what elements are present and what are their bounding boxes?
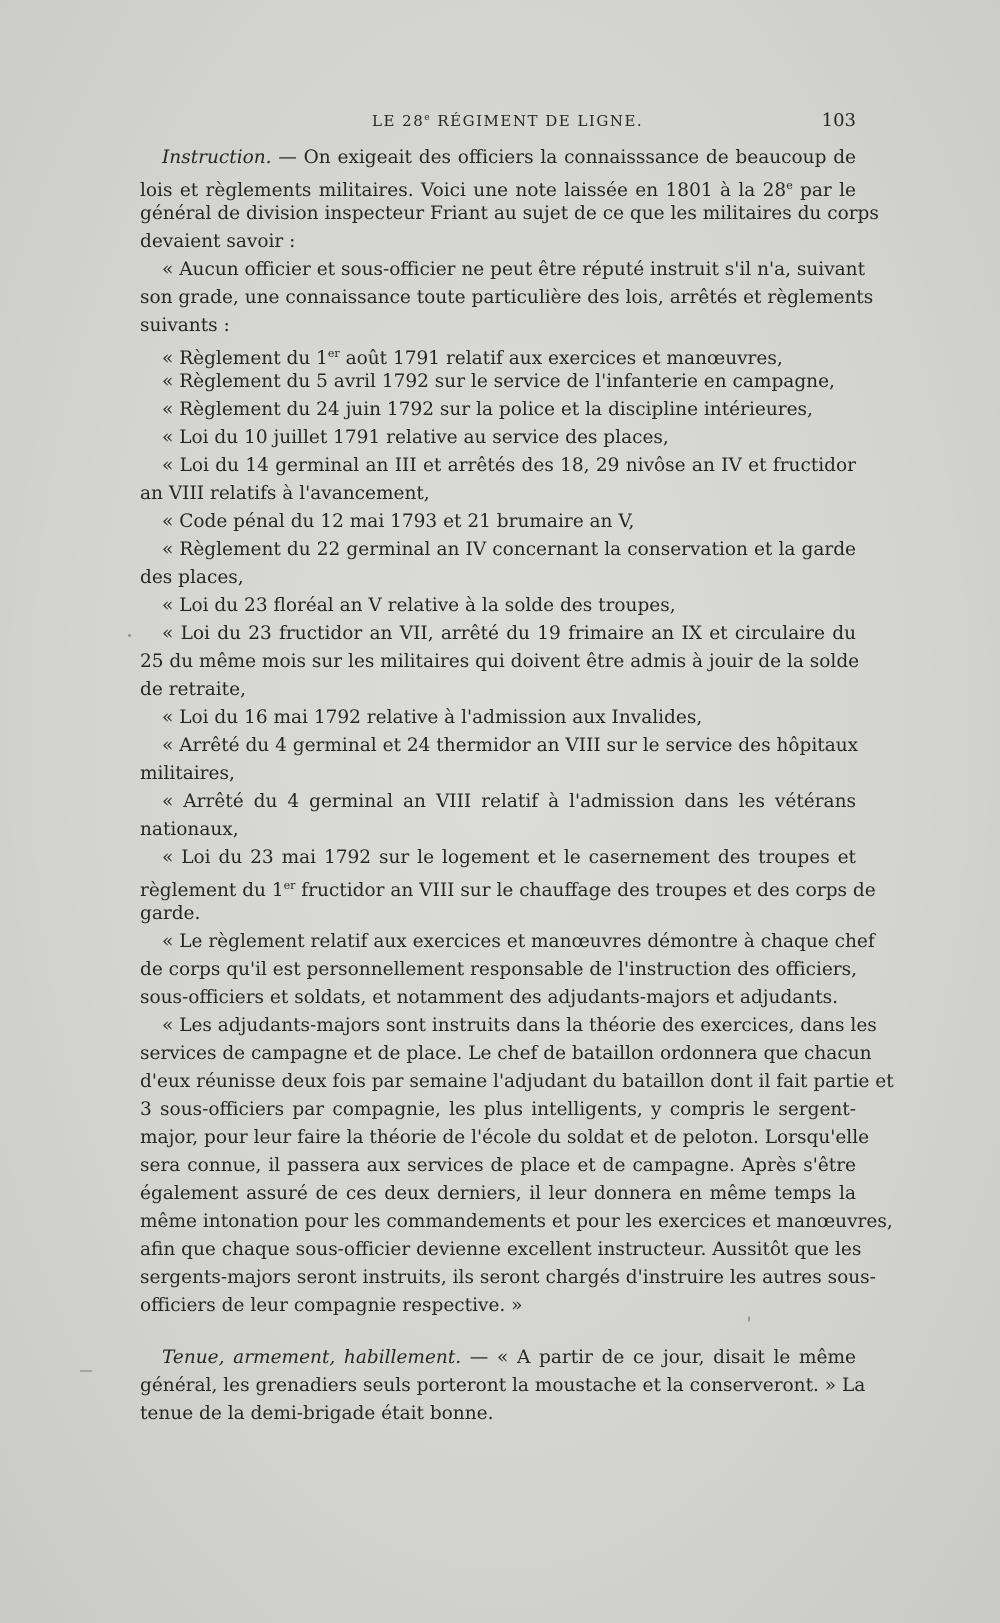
text-line: garde. xyxy=(140,903,201,924)
text-line: « Loi du 16 mai 1792 relative à l'admission aux Invalides, xyxy=(162,707,703,728)
text-line: sous-officiers et soldats, et notamment des adjudants-majors et adjudants. xyxy=(140,987,839,1008)
text-line: « Loi du 23 floréal an V relative à la solde des troupes, xyxy=(162,595,676,616)
text-line: « Règlement du 22 germinal an IV concernant la conservation et la garde xyxy=(162,539,856,560)
text-line: « Règlement du 24 juin 1792 sur la police et la discipline intérieures, xyxy=(162,399,813,420)
paper-speck xyxy=(80,1370,92,1372)
text-line: « Code pénal du 12 mai 1793 et 21 brumaire an V, xyxy=(162,511,635,532)
text-line: 3 sous-officiers par compagnie, les plus intelligents, y compris le sergent- xyxy=(140,1099,856,1120)
text-line: sera connue, il passera aux services de place et de campagne. Après s'être xyxy=(140,1155,856,1176)
page-number: 103 xyxy=(821,110,856,131)
text-line: général de division inspecteur Friant au sujet de ce que les militaires du corps xyxy=(140,203,879,224)
paper-speck xyxy=(128,634,131,637)
text-line: Tenue, armement, habillement. — « A partir de ce jour, disait le même xyxy=(162,1347,856,1368)
text-line: 25 du même mois sur les militaires qui doivent être admis à jouir de la solde xyxy=(140,651,860,672)
text-line: services de campagne et de place. Le chef de bataillon ordonnera que chacun xyxy=(140,1043,872,1064)
text-line: sergents-majors seront instruits, ils seront chargés d'instruire les autres sous- xyxy=(140,1267,876,1288)
paper-speck xyxy=(748,1316,750,1322)
text-line: nationaux, xyxy=(140,819,239,840)
text-line: même intonation pour les commandements et pour les exercices et manœuvres, xyxy=(140,1211,893,1232)
text-line: devaient savoir : xyxy=(140,231,296,252)
text-line: « Loi du 23 fructidor an VII, arrêté du 19 frimaire an IX et circulaire du xyxy=(162,623,856,644)
section-heading-instruction: Instruction. xyxy=(162,147,272,168)
text-line: suivants : xyxy=(140,315,230,336)
text-line: an VIII relatifs à l'avancement, xyxy=(140,483,430,504)
text-line: officiers de leur compagnie respective. » xyxy=(140,1295,523,1316)
text-line: de corps qu'il est personnellement responsable de l'instruction des officiers, xyxy=(140,959,858,980)
text-line: Instruction. — On exigeait des officiers la connaisssance de beaucoup de xyxy=(162,147,856,168)
text-line: tenue de la demi-brigade était bonne. xyxy=(140,1403,494,1424)
text-line: lois et règlements militaires. Voici une note laissée en 1801 à la 28e par le xyxy=(140,179,856,202)
paragraph-gap xyxy=(140,1320,856,1344)
text-line: également assuré de ces deux derniers, il leur donnera en même temps la xyxy=(140,1183,856,1204)
text-line: « Règlement du 1er août 1791 relatif aux exercices et manœuvres, xyxy=(162,347,783,370)
text-line: son grade, une connaissance toute particulière des lois, arrêtés et règlements xyxy=(140,287,874,308)
running-title: LE 28e RÉGIMENT DE LIGNE. xyxy=(372,112,644,130)
body-text xyxy=(140,144,894,1428)
text-line: « Aucun officier et sous-officier ne peut être réputé instruit s'il n'a, suivant xyxy=(162,259,866,280)
text-line: « Arrêté du 4 germinal an VIII relatif à l'admission dans les vétérans xyxy=(162,791,856,812)
section-heading-tenue: Tenue, armement, habillement. xyxy=(162,1347,462,1368)
text-line: « Le règlement relatif aux exercices et manœuvres démontre à chaque chef xyxy=(162,931,875,952)
text-line: des places, xyxy=(140,567,244,588)
text-line: général, les grenadiers seuls porteront la moustache et la conserveront. » La xyxy=(140,1375,866,1396)
text-line: afin que chaque sous-officier devienne excellent instructeur. Aussitôt que les xyxy=(140,1239,862,1260)
text-line: de retraite, xyxy=(140,679,246,700)
text-line: « Règlement du 5 avril 1792 sur le service de l'infanterie en campagne, xyxy=(162,371,835,392)
page-header xyxy=(140,108,856,136)
text-line: militaires, xyxy=(140,763,235,784)
text-line: « Loi du 23 mai 1792 sur le logement et le casernement des troupes et xyxy=(162,847,856,868)
text-line: « Arrêté du 4 germinal et 24 thermidor an VIII sur le service des hôpitaux xyxy=(162,735,859,756)
text-line: « Les adjudants-majors sont instruits dans la théorie des exercices, dans les xyxy=(162,1015,877,1036)
text-line: major, pour leur faire la théorie de l'école du soldat et de peloton. Lorsqu'elle xyxy=(140,1127,870,1148)
text-line: « Loi du 10 juillet 1791 relative au service des places, xyxy=(162,427,669,448)
text-line: règlement du 1er fructidor an VIII sur le chauffage des troupes et des corps de xyxy=(140,879,876,902)
text-line: d'eux réunisse deux fois par semaine l'adjudant du bataillon dont il fait partie et xyxy=(140,1071,894,1092)
text-line: « Loi du 14 germinal an III et arrêtés des 18, 29 nivôse an IV et fructidor xyxy=(162,455,856,476)
